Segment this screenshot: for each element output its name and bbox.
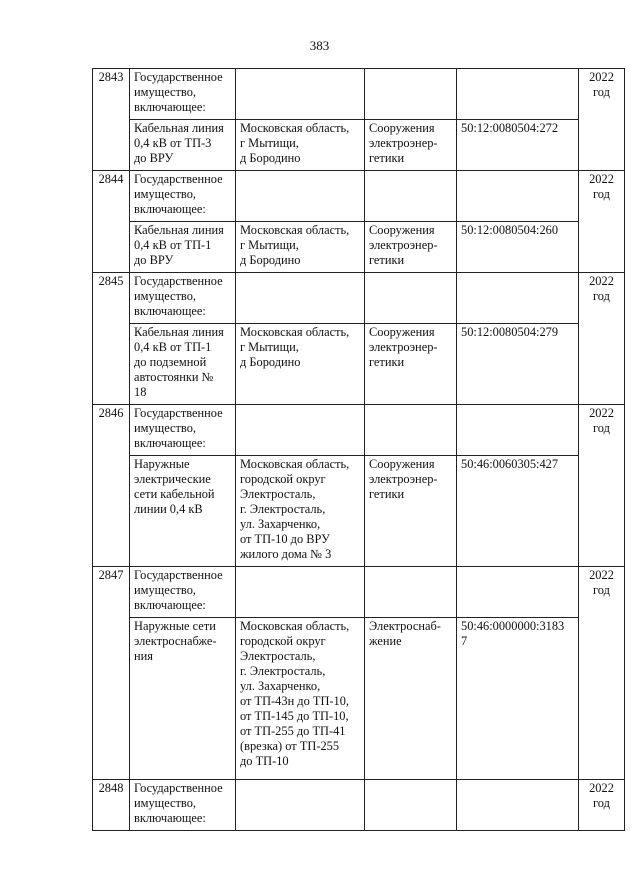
group-heading: Государственное имущество, включающее: (130, 273, 236, 324)
item-name: Кабельная линия 0,4 кВ от ТП-1 до ВРУ (130, 222, 236, 273)
registry-row (93, 567, 625, 618)
row-number: 2845 (93, 273, 130, 405)
year-cell: 2022 год (579, 69, 625, 171)
item-name: Наружные электрические сети кабельной линии 0,4 кВ (130, 456, 236, 567)
group-heading: Государственное имущество, включающее: (130, 171, 236, 222)
heading-purpose-empty (365, 567, 457, 618)
item-purpose: Сооружения электроэнер- гетики (365, 456, 457, 567)
registry-subrow (93, 324, 625, 405)
item-address: Московская область, городской округ Электросталь, г. Электросталь, ул. Захарченко, от ТП-10 до ВРУ жилого дома № 3 (236, 456, 365, 567)
group-heading: Государственное имущество, включающее: (130, 405, 236, 456)
item-address: Московская область, г Мытищи, д Бородино (236, 324, 365, 405)
heading-purpose-empty (365, 405, 457, 456)
group-heading: Государственное имущество, включающее: (130, 567, 236, 618)
group-heading: Государственное имущество, включающее: (130, 780, 236, 831)
year-cell: 2022 год (579, 780, 625, 831)
group-heading: Государственное имущество, включающее: (130, 69, 236, 120)
registry-subrow (93, 222, 625, 273)
heading-address-empty (236, 405, 365, 456)
heading-cadastral-empty (457, 405, 579, 456)
registry-row (93, 171, 625, 222)
row-number: 2848 (93, 780, 130, 831)
year-cell: 2022 год (579, 171, 625, 273)
row-number: 2847 (93, 567, 130, 780)
heading-purpose-empty (365, 780, 457, 831)
item-cadastral: 50:12:0080504:279 (457, 324, 579, 405)
heading-purpose-empty (365, 171, 457, 222)
registry-row (93, 780, 625, 831)
row-number: 2846 (93, 405, 130, 567)
item-purpose: Сооружения электроэнер- гетики (365, 120, 457, 171)
property-registry-table (92, 68, 625, 831)
item-purpose: Сооружения электроэнер- гетики (365, 222, 457, 273)
item-name: Кабельная линия 0,4 кВ от ТП-1 до подземной автостоянки № 18 (130, 324, 236, 405)
heading-address-empty (236, 273, 365, 324)
row-number: 2844 (93, 171, 130, 273)
item-address: Московская область, г Мытищи, д Бородино (236, 222, 365, 273)
item-name: Кабельная линия 0,4 кВ от ТП-3 до ВРУ (130, 120, 236, 171)
item-name: Наружные сети электроснабже- ния (130, 618, 236, 780)
page-number: 383 (309, 38, 330, 53)
item-cadastral: 50:12:0080504:260 (457, 222, 579, 273)
row-number: 2843 (93, 69, 130, 171)
registry-subrow (93, 456, 625, 567)
year-cell: 2022 год (579, 567, 625, 780)
item-cadastral: 50:46:0000000:3183 7 (457, 618, 579, 780)
heading-purpose-empty (365, 273, 457, 324)
heading-address-empty (236, 780, 365, 831)
registry-subrow (93, 120, 625, 171)
item-cadastral: 50:12:0080504:272 (457, 120, 579, 171)
heading-address-empty (236, 171, 365, 222)
year-cell: 2022 год (579, 405, 625, 567)
heading-cadastral-empty (457, 780, 579, 831)
heading-address-empty (236, 567, 365, 618)
registry-row (93, 273, 625, 324)
registry-row (93, 405, 625, 456)
item-cadastral: 50:46:0060305:427 (457, 456, 579, 567)
item-purpose: Электроснаб- жение (365, 618, 457, 780)
heading-cadastral-empty (457, 69, 579, 120)
heading-cadastral-empty (457, 273, 579, 324)
item-address: Московская область, городской округ Электросталь, г. Электросталь, ул. Захарченко, от ТП-43н до ТП-10, от ТП-145 до ТП-10, от ТП-255 до ТП-41 (врезка) от ТП-255 до ТП-10 (236, 618, 365, 780)
item-address: Московская область, г Мытищи, д Бородино (236, 120, 365, 171)
registry-subrow (93, 618, 625, 780)
heading-purpose-empty (365, 69, 457, 120)
heading-cadastral-empty (457, 567, 579, 618)
item-purpose: Сооружения электроэнер- гетики (365, 324, 457, 405)
registry-row (93, 69, 625, 120)
heading-address-empty (236, 69, 365, 120)
heading-cadastral-empty (457, 171, 579, 222)
year-cell: 2022 год (579, 273, 625, 405)
